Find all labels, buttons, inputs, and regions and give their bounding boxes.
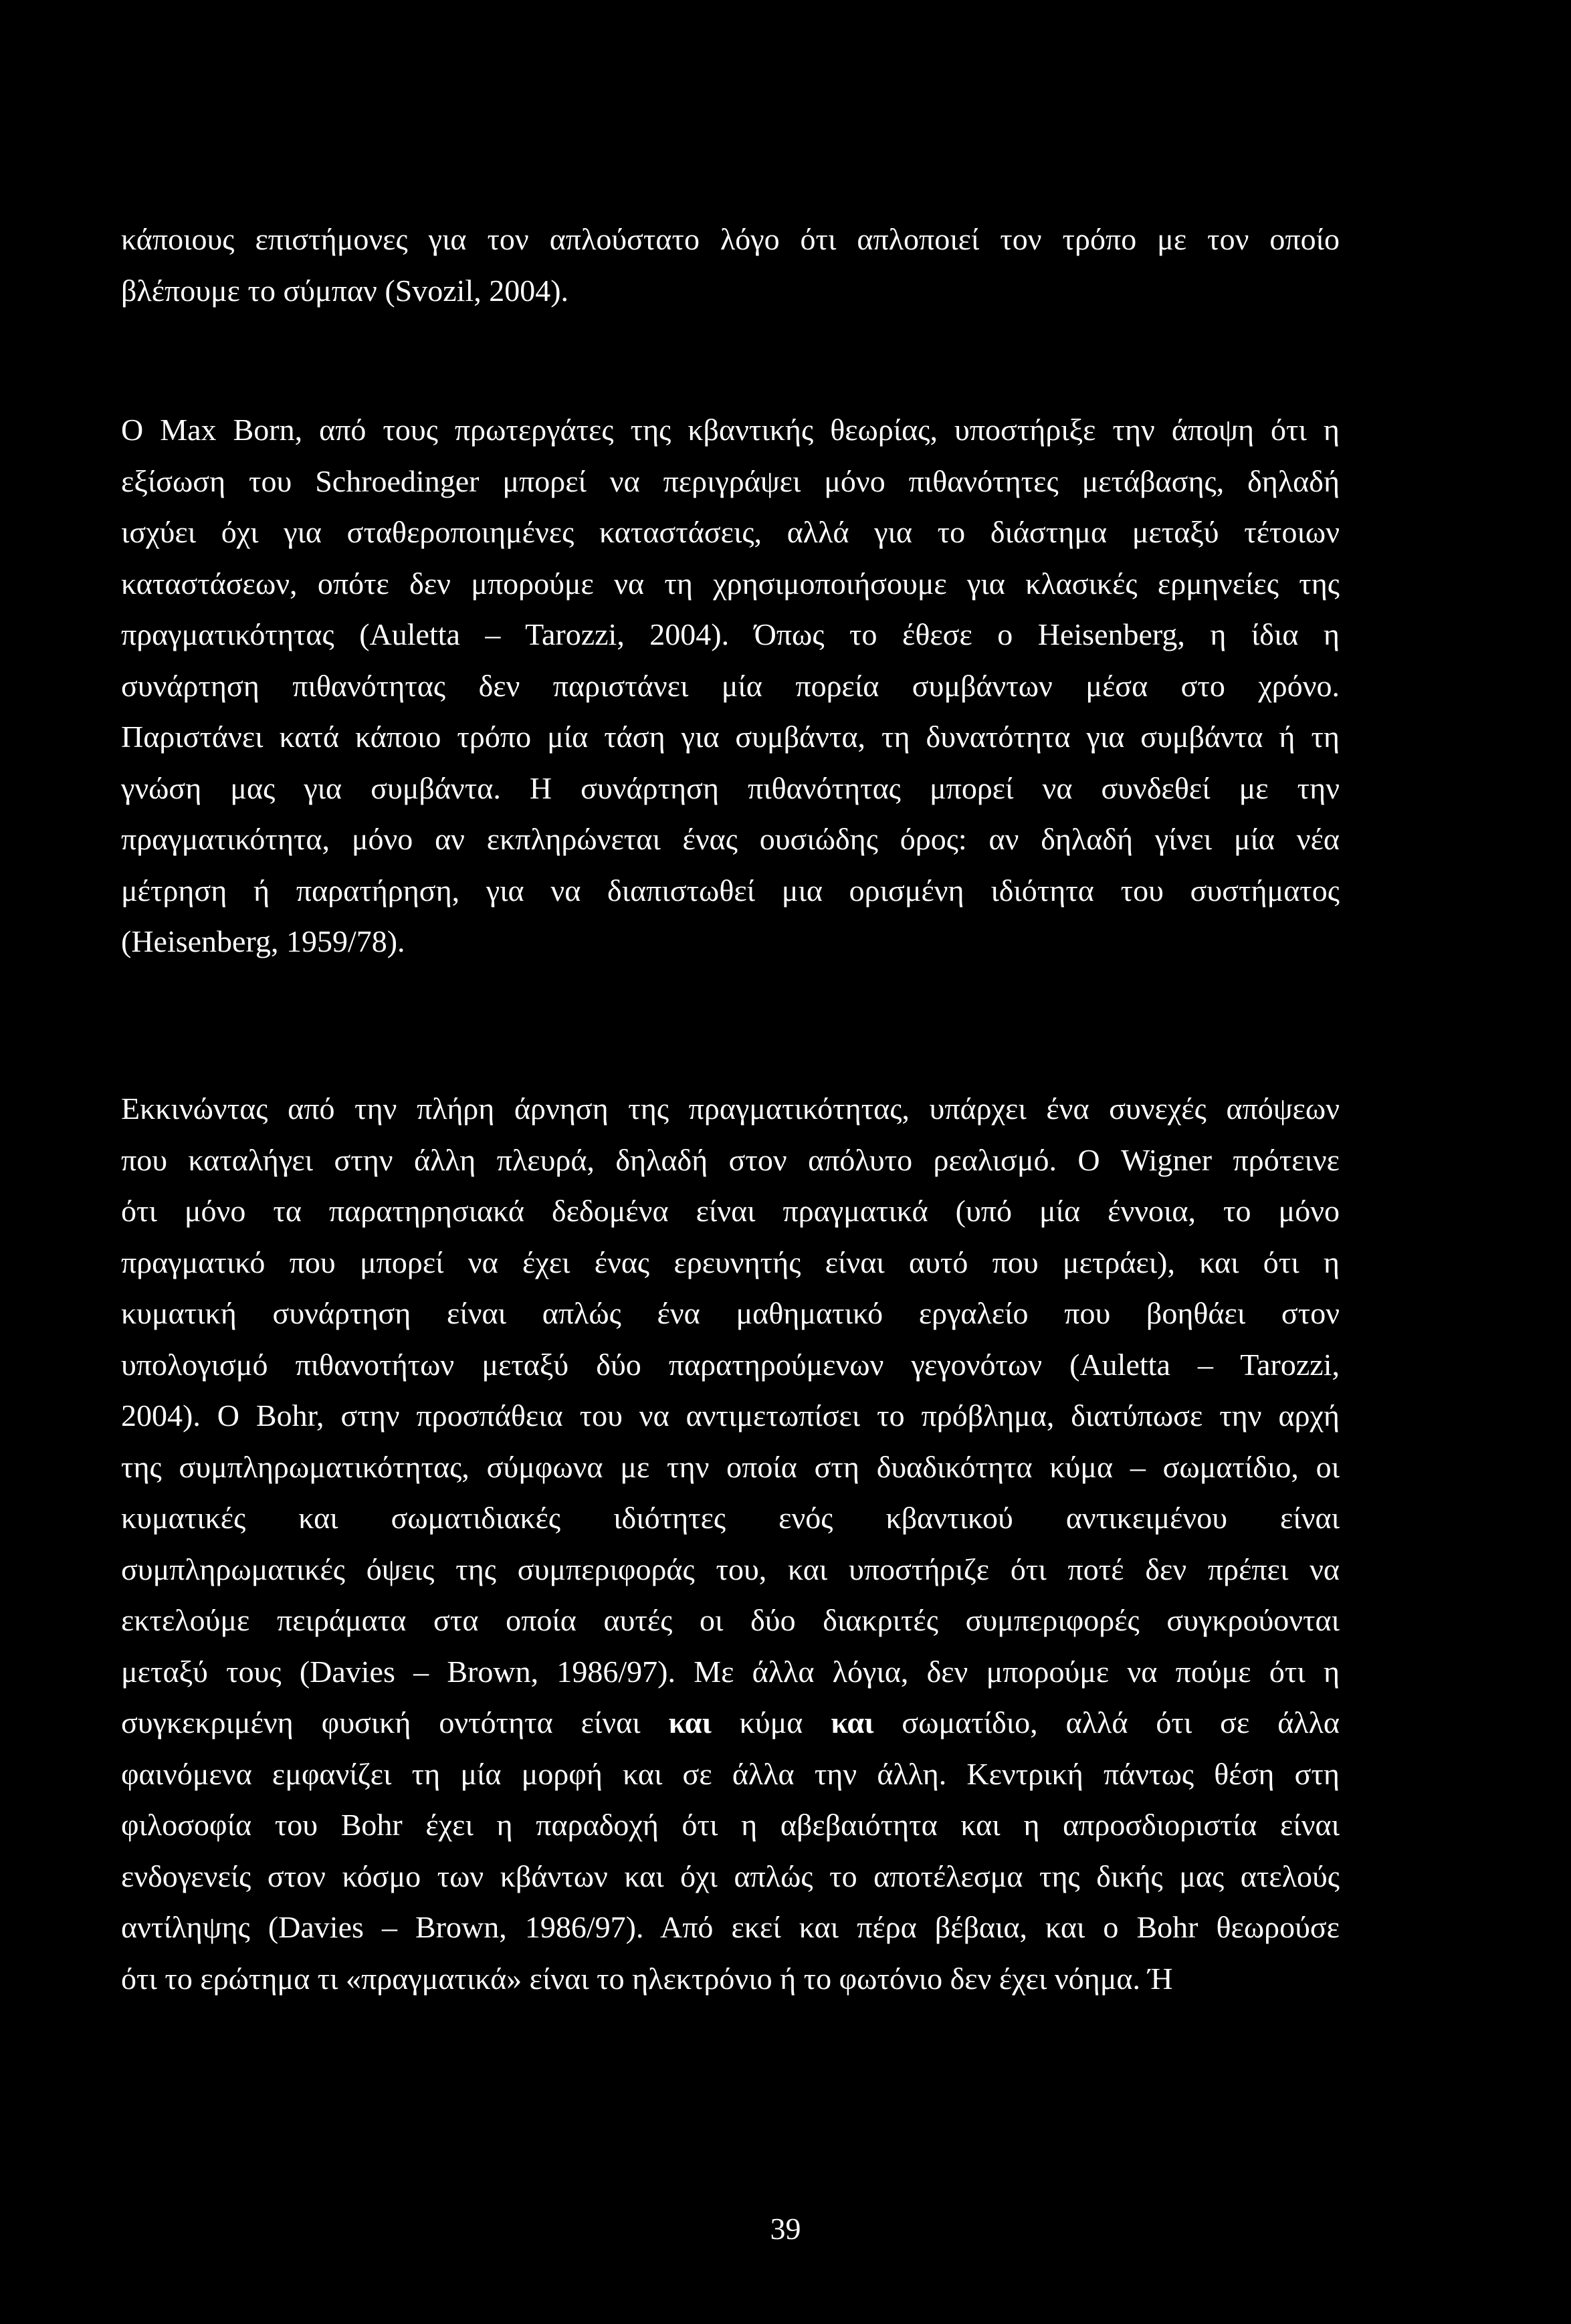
text-line: κάποιους επιστήμονες για τον απλούστατο λόγο ότι απλοποιεί τον τρόπο με τον οποίο xyxy=(121,222,1340,256)
text-line: συμπληρωματικές όψεις της συμπεριφοράς του, και υποστήριζε ότι ποτέ δεν πρέπει να xyxy=(121,1552,1340,1586)
text-line: ότι το ερώτημα τι «πραγματικά» είναι το ηλεκτρόνιο ή το φωτόνιο δεν έχει νόημα. Ή xyxy=(121,1962,1173,1996)
text-line: μεταξύ τους (Davies – Brown, 1986/97). Με άλλα λόγια, δεν μπορούμε να πούμε ότι η xyxy=(121,1655,1340,1689)
text-line: Ο Max Born, από τους πρωτεργάτες της κβαντικής θεωρίας, υποστήριξε την άποψη ότι η xyxy=(121,413,1340,447)
text-line: συνάρτηση πιθανότητας δεν παριστάνει μία πορεία συμβάντων μέσα στο χρόνο. xyxy=(121,669,1340,703)
text-line: πραγματικό που μπορεί να έχει ένας ερευνητής είναι αυτό που μετράει), και ότι η xyxy=(121,1245,1340,1279)
text-line: βλέπουμε το σύμπαν (Svozil, 2004). xyxy=(121,274,569,308)
text-line: κυματική συνάρτηση είναι απλώς ένα μαθηματικό εργαλείο που βοηθάει στον xyxy=(121,1296,1340,1330)
text-line: πραγματικότητα, μόνο αν εκπληρώνεται ένας ουσιώδης όρος: αν δηλαδή γίνει μία νέα xyxy=(121,822,1340,856)
text-line: κυματικές και σωματιδιακές ιδιότητες ενός κβαντικού αντικειμένου είναι xyxy=(121,1501,1340,1535)
text-line: υπολογισμό πιθανοτήτων μεταξύ δύο παρατηρούμενων γεγονότων (Auletta – Tarozzi, xyxy=(121,1348,1340,1382)
text-line: 2004). Ο Bohr, στην προσπάθεια του να αντιμετωπίσει το πρόβλημα, διατύπωσε την αρχή xyxy=(121,1398,1340,1433)
text-line: εκτελούμε πειράματα στα οποία αυτές οι δύο διακριτές συμπεριφορές συγκρούονται xyxy=(121,1603,1340,1637)
text-line: μέτρηση ή παρατήρηση, για να διαπιστωθεί μια ορισμένη ιδιότητα του συστήματος xyxy=(121,873,1340,908)
text-line: ενδογενείς στον κόσμο των κβάντων και όχι απλώς το αποτέλεσμα της δικής μας ατελούς xyxy=(121,1859,1340,1893)
text-line: εξίσωση του Schroedinger μπορεί να περιγράψει μόνο πιθανότητες μετάβασης, δηλαδή xyxy=(121,464,1340,498)
text-line: φαινόμενα εμφανίζει τη μία μορφή και σε άλλα την άλλη. Κεντρική πάντως θέση στη xyxy=(121,1757,1340,1791)
text-line: της συμπληρωματικότητας, σύμφωνα με την οποία στη δυαδικότητα κύμα – σωματίδιο, οι xyxy=(121,1450,1340,1484)
bold-emphasis: και xyxy=(831,1705,874,1739)
text-line: Εκκινώντας από την πλήρη άρνηση της πραγματικότητας, υπάρχει ένα συνεχές απόψεων xyxy=(121,1091,1340,1126)
text-line: Παριστάνει κατά κάποιο τρόπο μία τάση για συμβάντα, τη δυνατότητα για συμβάντα ή τη xyxy=(121,720,1340,754)
text-line: συγκεκριμένη φυσική οντότητα είναι και κύμα και σωματίδιο, αλλά ότι σε άλλα xyxy=(121,1705,1340,1739)
text-line: (Heisenberg, 1959/78). xyxy=(121,924,405,958)
text-line: ισχύει όχι για σταθεροποιημένες καταστάσεις, αλλά για το διάστημα μεταξύ τέτοιων xyxy=(121,515,1340,549)
text-line: φιλοσοφία του Bohr έχει η παραδοχή ότι η αβεβαιότητα και η απροσδιοριστία είναι xyxy=(121,1808,1340,1842)
text-line: γνώση μας για συμβάντα. Η συνάρτηση πιθανότητας μπορεί να συνδεθεί με την xyxy=(121,771,1340,805)
page-number: 39 xyxy=(770,2212,801,2246)
text-line: καταστάσεων, οπότε δεν μπορούμε να τη χρησιμοποιήσουμε για κλασικές ερμηνείες της xyxy=(121,566,1340,601)
text-line: αντίληψης (Davies – Brown, 1986/97). Από εκεί και πέρα βέβαια, και ο Bohr θεωρούσε xyxy=(121,1910,1340,1944)
text-line: ότι μόνο τα παρατηρησιακά δεδομένα είναι πραγματικά (υπό μία έννοια, το μόνο xyxy=(121,1194,1340,1228)
bold-emphasis: και xyxy=(668,1705,712,1739)
text-line: πραγματικότητας (Auletta – Tarozzi, 2004). Όπως το έθεσε ο Heisenberg, η ίδια η xyxy=(121,617,1340,651)
text-line: που καταλήγει στην άλλη πλευρά, δηλαδή στον απόλυτο ρεαλισμό. Ο Wigner πρότεινε xyxy=(121,1143,1340,1177)
